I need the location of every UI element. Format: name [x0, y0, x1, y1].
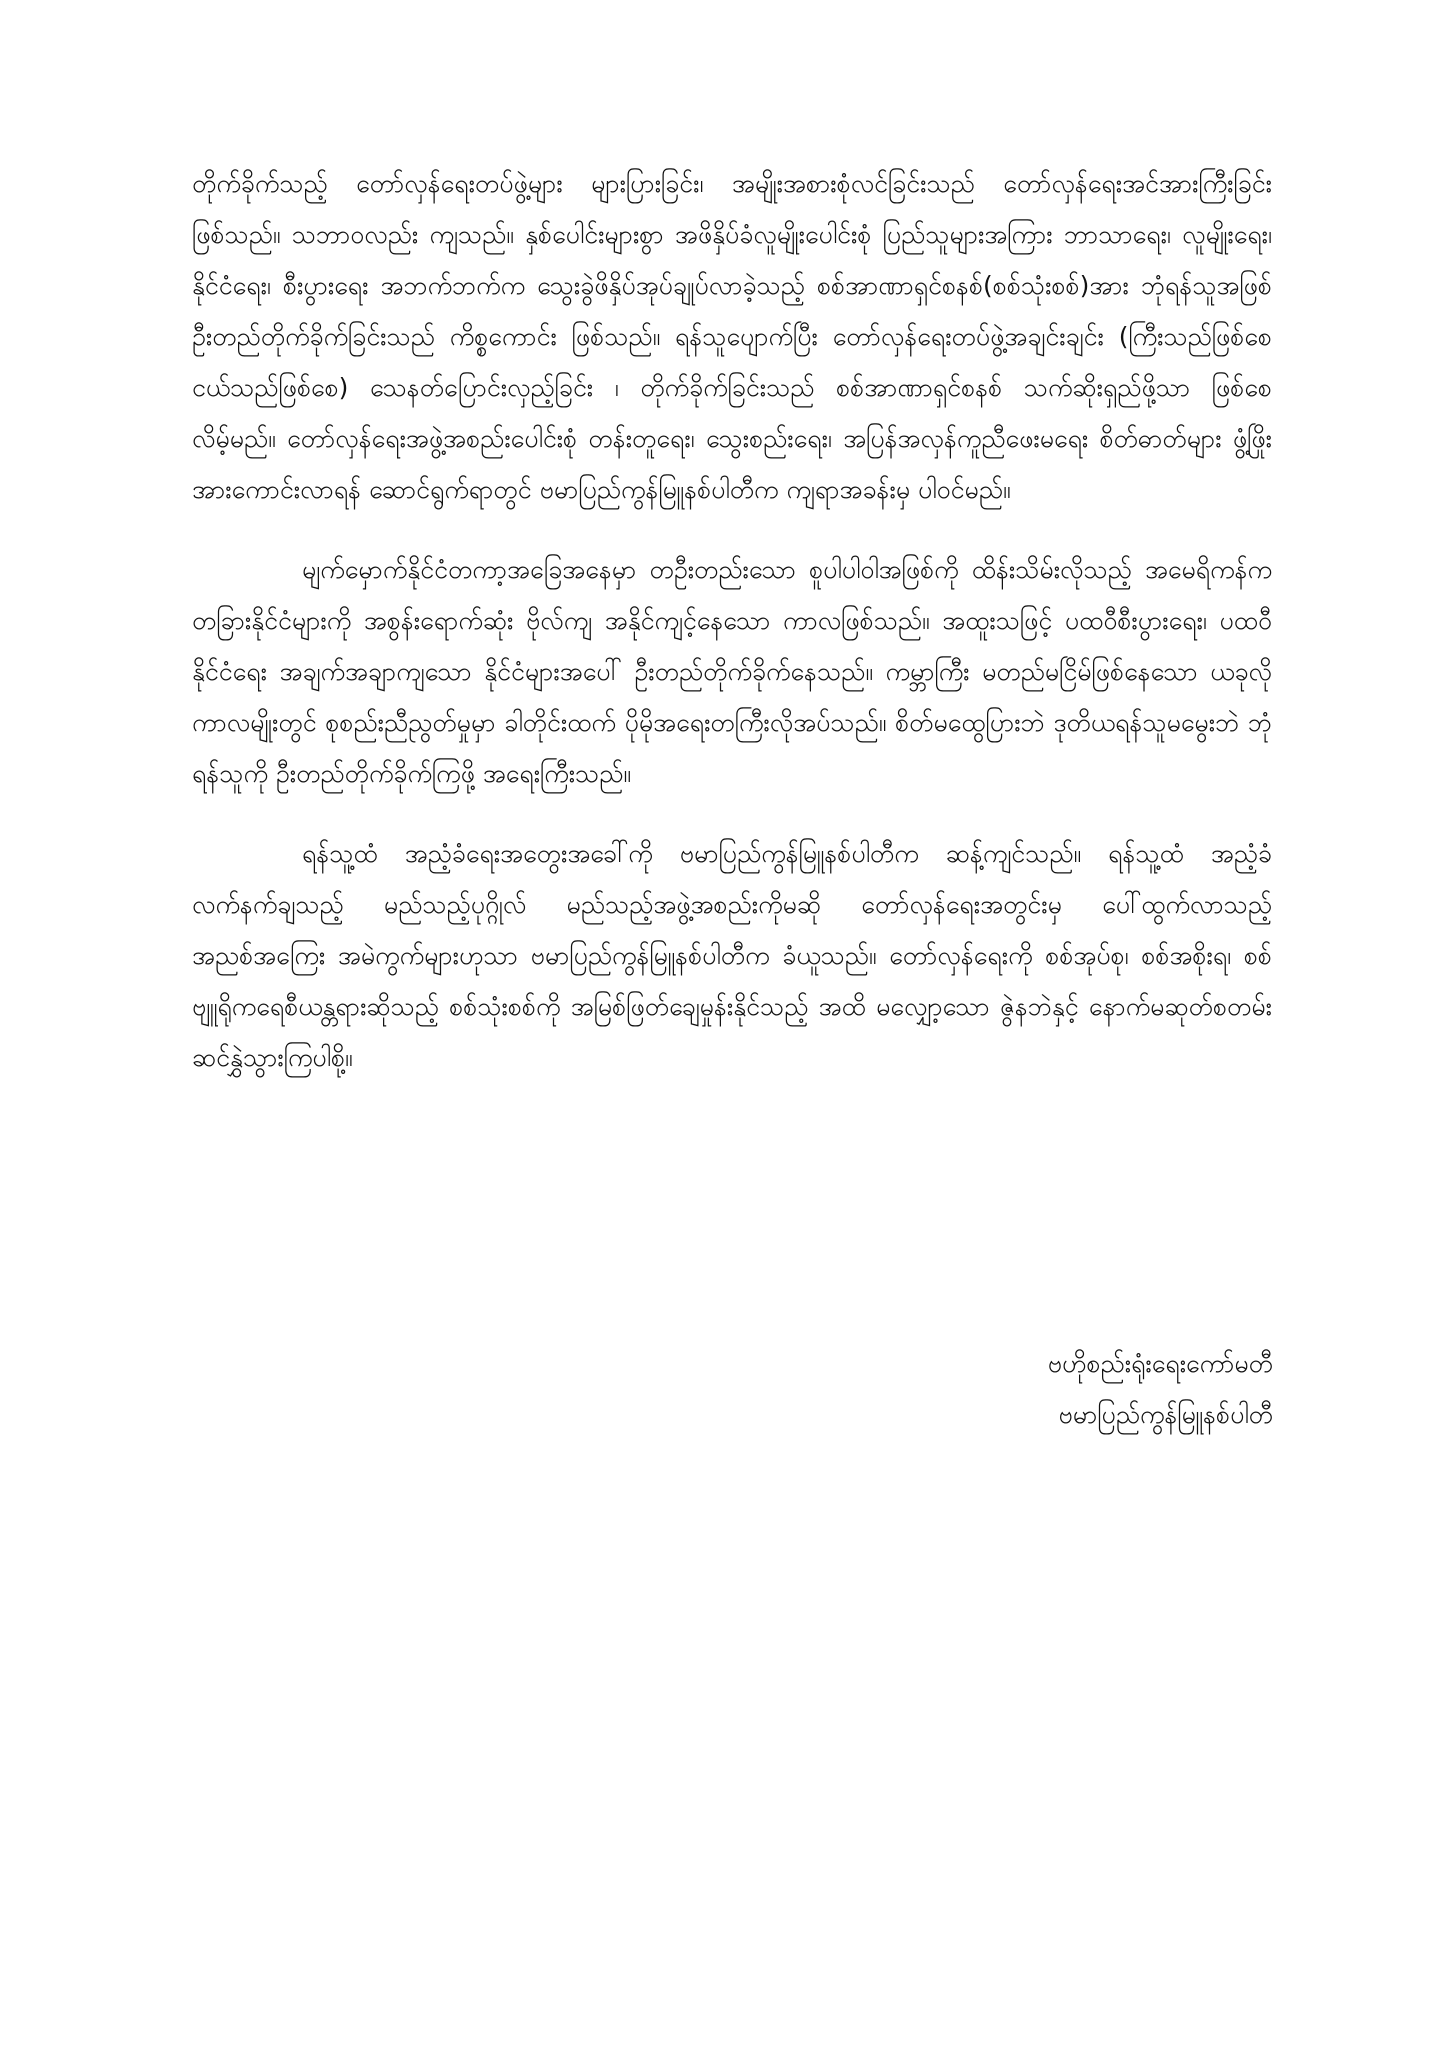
- signature-committee: ဗဟိုစည်းရုံးရေးကော်မတီ: [1047, 1349, 1273, 1378]
- signature-party: ဗမာပြည်ကွန်မြူနစ်ပါတီ: [1058, 1400, 1273, 1429]
- paragraph-2: မျက်မှောက်နိုင်ငံတကာ့အခြေအနေမှာ တဦးတည်းသော စူပါပါဝါအဖြစ်ကို ထိန်းသိမ်းလိုသည့် အမေရိကန်က တခြားနိုင်ငံများကို အစွန်းရောက်ဆုံး ဗိုလ်ကျ အနိုင်ကျင့်နေသော ကာလဖြစ်သည်။ အထူးသဖြင့် ပထဝီစီးပွားရေး၊ ပထဝီနိုင်ငံရေး အချက်အချာကျသော နိုင်ငံများအပေါ် ဦးတည်တိုက်ခိုက်နေသည်။ ကမ္ဘာကြီး မတည်မငြိမ်ဖြစ်နေသော ယခုလိုကာလမျိုးတွင် စုစည်းညီညွတ်မှုမှာ ခါတိုင်းထက် ပိုမိုအရေးတကြီးလိုအပ်သည်။ စိတ်မထွေပြားဘဲ ဒုတိယရန်သူမမွေးဘဲ ဘုံရန်သူကို ဦးတည်တိုက်ခိုက်ကြဖို့ အရေးကြီးသည်။: [192, 555, 1272, 788]
- statement-body: [192, 158, 1272, 1112]
- signature-block: [1048, 1338, 1273, 1440]
- paragraph-3: ရန်သူ့ထံ အညံ့ခံရေးအတွေးအခေါ်ကို ဗမာပြည်ကွန်မြူနစ်ပါတီက ဆန့်ကျင်သည်။ ရန်သူ့ထံ အညံ့ခံ လက်နက်ချသည့် မည်သည့်ပုဂ္ဂိုလ် မည်သည့်အဖွဲ့အစည်းကိုမဆို တော်လှန်ရေးအတွင်းမှ ပေါ်ထွက်လာသည့် အညစ်အကြေး အမဲကွက်များဟုသာ ဗမာပြည်ကွန်မြူနစ်ပါတီက ခံယူသည်။ တော်လှန်ရေးကို စစ်အုပ်စု၊ စစ်အစိုးရ၊ စစ်ဗျူရိုကရေစီယန္တရားဆိုသည့် စစ်သုံးစစ်ကို အမြစ်ဖြတ်ချေမှုန်းနိုင်သည့် အထိ မလျှော့သော ဇွဲနဘဲနှင့် နောက်မဆုတ်စတမ်း ဆင်နွှဲသွားကြပါစို့။: [192, 839, 1272, 1072]
- paragraph-1: တိုက်ခိုက်သည့် တော်လှန်ရေးတပ်ဖွဲ့များ များပြားခြင်း၊ အမျိုးအစားစုံလင်ခြင်းသည် တော်လှန်ရေးအင်အားကြီးခြင်း ဖြစ်သည်။ သဘာဝလည်း ကျသည်။ နှစ်ပေါင်းများစွာ အဖိနှိပ်ခံလူမျိုးပေါင်းစုံ ပြည်သူများအကြား ဘာသာရေး၊ လူမျိုးရေး၊ နိုင်ငံရေး၊ စီးပွားရေး အဘက်ဘက်က သွေးခွဲဖိနှိပ်အုပ်ချုပ်လာခဲ့သည့် စစ်အာဏာရှင်စနစ်(စစ်သုံးစစ်)အား ဘုံရန်သူအဖြစ် ဦးတည်တိုက်ခိုက်ခြင်းသည် ကိစ္စကောင်း ဖြစ်သည်။ ရန်သူပျောက်ပြီး တော်လှန်ရေးတပ်ဖွဲ့အချင်းချင်း (ကြီးသည်ဖြစ်စေ ငယ်သည်ဖြစ်စေ) သေနတ်ပြောင်းလှည့်ခြင်း ၊ တိုက်ခိုက်ခြင်းသည် စစ်အာဏာရှင်စနစ် သက်ဆိုးရှည်ဖို့သာ ဖြစ်စေလိမ့်မည်။ တော်လှန်ရေးအဖွဲ့အစည်းပေါင်းစုံ တန်းတူရေး၊ သွေးစည်းရေး၊ အပြန်အလှန်ကူညီဖေးမရေး စိတ်ဓာတ်များ ဖွံ့ဖြိုးအားကောင်းလာရန် ဆောင်ရွက်ရာတွင် ဗမာပြည်ကွန်မြူနစ်ပါတီက ကျရာအခန်းမှ ပါဝင်မည်။: [192, 169, 1272, 504]
